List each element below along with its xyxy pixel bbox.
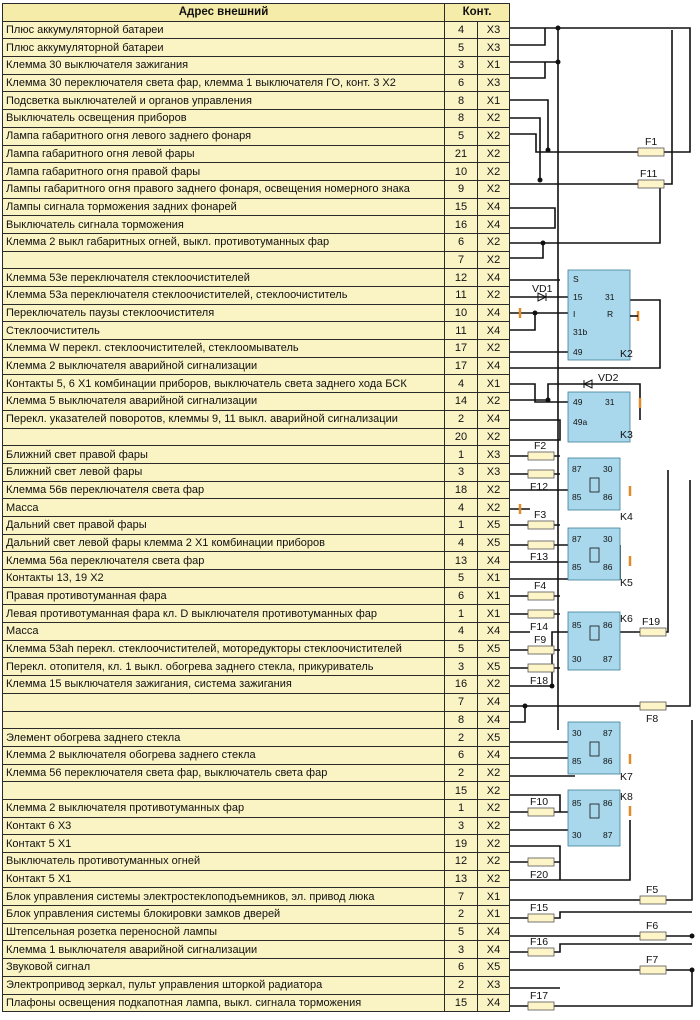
fuse-f16-label: F16: [530, 936, 549, 948]
cell-address: Дальний свет левой фары клемма 2 X1 комбинации приборов: [3, 534, 445, 552]
cell-address: Клемма 53е переключателя стеклоочистителей: [3, 269, 445, 287]
cell-con: X2: [478, 799, 510, 817]
cell-address: Клемма 1 выключателя аварийной сигнализации: [3, 941, 445, 959]
cell-num: 2: [445, 729, 478, 747]
cell-address: Элемент обогрева заднего стекла: [3, 729, 445, 747]
cell-num: 10: [445, 163, 478, 181]
cell-address: Плафоны освещения подкапотная лампа, выкл. сигнала торможения: [3, 994, 445, 1012]
cell-con: X2: [478, 835, 510, 853]
fuse-f14: [528, 610, 554, 618]
cell-address: Лампы сигнала торможения задних фонарей: [3, 198, 445, 216]
fuse-f9: [528, 646, 554, 654]
relay-k3: [568, 392, 640, 442]
fuse-f3-label: F3: [534, 509, 547, 521]
fuse-f10-label: F10: [530, 796, 549, 808]
svg-text:87: 87: [603, 728, 613, 738]
relay-k4: [568, 458, 633, 523]
cell-num: 15: [445, 782, 478, 800]
fuse-f20: [528, 858, 554, 866]
cell-con: X4: [478, 357, 510, 375]
cell-num: 5: [445, 923, 478, 941]
svg-text:31: 31: [605, 397, 615, 407]
cell-num: 10: [445, 304, 478, 322]
cell-num: 2: [445, 764, 478, 782]
cell-con: X4: [478, 410, 510, 428]
cell-num: 4: [445, 21, 478, 39]
cell-num: 6: [445, 74, 478, 92]
fuse-f7-label: F7: [646, 954, 659, 966]
cell-con: X2: [478, 853, 510, 871]
cell-address: Переключатель паузы стеклоочистителя: [3, 304, 445, 322]
cell-num: 6: [445, 959, 478, 977]
cell-num: 13: [445, 870, 478, 888]
cell-con: X5: [478, 959, 510, 977]
fuse-f6-label: F6: [646, 920, 659, 932]
relay-k6-label: K6: [620, 613, 633, 625]
cell-address: Контакты 5, 6 X1 комбинации приборов, выключатель света заднего хода БСК: [3, 375, 445, 393]
cell-con: X5: [478, 534, 510, 552]
cell-con: X3: [478, 976, 510, 994]
cell-num: 16: [445, 216, 478, 234]
cell-con: X2: [478, 233, 510, 251]
fuse-f9-label: F9: [534, 634, 547, 646]
cell-con: X4: [478, 322, 510, 340]
svg-text:87: 87: [603, 830, 613, 840]
svg-text:85: 85: [572, 620, 582, 630]
cell-address: Правая противотуманная фара: [3, 587, 445, 605]
svg-text:86: 86: [603, 756, 613, 766]
header-address: Адрес внешний: [3, 4, 445, 22]
svg-text:30: 30: [603, 534, 613, 544]
cell-address: Клемма 30 выключателя зажигания: [3, 57, 445, 75]
cell-num: 9: [445, 180, 478, 198]
cell-con: X1: [478, 605, 510, 623]
svg-text:86: 86: [603, 798, 613, 808]
fuse-f3: [528, 521, 554, 529]
svg-text:VD1: VD1: [532, 283, 553, 295]
cell-address: Лампа габаритного огня правой фары: [3, 163, 445, 181]
cell-num: 7: [445, 888, 478, 906]
cell-address: Клемма 56в переключателя света фар: [3, 481, 445, 499]
cell-con: X2: [478, 180, 510, 198]
cell-con: X2: [478, 287, 510, 305]
cell-con: X4: [478, 216, 510, 234]
cell-num: 3: [445, 57, 478, 75]
cell-con: X1: [478, 906, 510, 924]
cell-address: Выключатель противотуманных огней: [3, 853, 445, 871]
cell-address: Клемма 15 выключателя зажигания, система зажигания: [3, 676, 445, 694]
svg-text:31: 31: [605, 292, 615, 302]
cell-num: 12: [445, 853, 478, 871]
svg-text:85: 85: [572, 798, 582, 808]
fuse-f19: [640, 628, 666, 636]
relay-k8-label: K8: [620, 791, 633, 803]
cell-num: 2: [445, 976, 478, 994]
svg-text:30: 30: [603, 464, 613, 474]
cell-con: X2: [478, 817, 510, 835]
svg-text:31b: 31b: [573, 327, 588, 337]
fuse-f11-label: F11: [640, 168, 658, 180]
cell-con: X3: [478, 39, 510, 57]
cell-address: Клемма 53ah перекл. стеклоочистителей, моторедукторы стеклоочистителей: [3, 640, 445, 658]
cell-con: X5: [478, 729, 510, 747]
cell-con: X4: [478, 198, 510, 216]
fuse-f20-label: F20: [530, 869, 549, 881]
cell-con: X3: [478, 74, 510, 92]
cell-num: 15: [445, 994, 478, 1012]
cell-con: X1: [478, 587, 510, 605]
cell-address: Контакт 6 X3: [3, 817, 445, 835]
cell-num: 3: [445, 658, 478, 676]
cell-con: X3: [478, 446, 510, 464]
fuse-f6: [640, 932, 666, 940]
cell-address: Лампы габаритного огня правого заднего фонаря, освещения номерного знака: [3, 180, 445, 198]
cell-num: 17: [445, 340, 478, 358]
fuse-f4: [528, 592, 554, 600]
cell-address: Лампа габаритного огня левого заднего фонаря: [3, 127, 445, 145]
cell-con: X2: [478, 676, 510, 694]
cell-con: X4: [478, 693, 510, 711]
cell-num: 7: [445, 251, 478, 269]
cell-num: 5: [445, 39, 478, 57]
cell-con: X4: [478, 923, 510, 941]
cell-con: X3: [478, 463, 510, 481]
cell-address: Контакт 5 X1: [3, 870, 445, 888]
cell-con: X2: [478, 499, 510, 517]
fuse-f5: [640, 896, 666, 904]
svg-text:30: 30: [572, 728, 582, 738]
relay-k7-label: K7: [620, 771, 633, 783]
fuse-f12: [528, 470, 554, 478]
cell-con: X5: [478, 658, 510, 676]
svg-text:15: 15: [573, 292, 583, 302]
cell-num: 7: [445, 693, 478, 711]
cell-con: X2: [478, 393, 510, 411]
cell-num: 5: [445, 640, 478, 658]
cell-address: Ближний свет правой фары: [3, 446, 445, 464]
cell-address: Выключатель освещения приборов: [3, 110, 445, 128]
fuse-f1-label: F1: [645, 136, 658, 148]
cell-con: X5: [478, 516, 510, 534]
cell-address: Перекл. указателей поворотов, клеммы 9, 11 выкл. аварийной сигнализации: [3, 410, 445, 428]
svg-text:49: 49: [573, 347, 583, 357]
fuse-f2-label: F2: [534, 440, 547, 452]
cell-con: X2: [478, 782, 510, 800]
svg-text:87: 87: [572, 534, 582, 544]
cell-con: X2: [478, 110, 510, 128]
cell-num: 13: [445, 552, 478, 570]
cell-address: Ближний свет левой фары: [3, 463, 445, 481]
svg-text:I: I: [573, 309, 576, 319]
svg-text:R: R: [607, 309, 614, 319]
cell-con: X2: [478, 127, 510, 145]
cell-num: 6: [445, 587, 478, 605]
fuse-f11: [638, 180, 664, 188]
fuse-f18-label: F18: [530, 675, 549, 687]
cell-con: X2: [478, 481, 510, 499]
cell-num: 17: [445, 357, 478, 375]
svg-text:49: 49: [573, 397, 583, 407]
svg-text:30: 30: [572, 830, 582, 840]
cell-num: 8: [445, 110, 478, 128]
cell-num: 1: [445, 516, 478, 534]
fuse-f13: [528, 541, 554, 549]
fuse-f8-label: F8: [646, 713, 659, 725]
svg-text:30: 30: [572, 654, 582, 664]
relay-k8: [568, 790, 633, 846]
cell-num: 4: [445, 375, 478, 393]
svg-text:86: 86: [603, 620, 613, 630]
cell-address: Выключатель сигнала торможения: [3, 216, 445, 234]
cell-address: Клемма 53а переключателя стеклоочистителей, стеклоочиститель: [3, 287, 445, 305]
cell-address: Подсветка выключателей и органов управления: [3, 92, 445, 110]
cell-con: X2: [478, 764, 510, 782]
relay-k5-label: K5: [620, 577, 633, 589]
cell-address: Клемма 2 выключателя аварийной сигнализации: [3, 357, 445, 375]
cell-num: 6: [445, 233, 478, 251]
cell-num: 1: [445, 799, 478, 817]
cell-con: X3: [478, 21, 510, 39]
cell-con: X5: [478, 640, 510, 658]
svg-text:S: S: [573, 274, 579, 284]
svg-text:49a: 49a: [573, 417, 588, 427]
cell-con: X4: [478, 552, 510, 570]
cell-address: Стеклоочиститель: [3, 322, 445, 340]
cell-num: 3: [445, 817, 478, 835]
cell-address: Контакт 5 X1: [3, 835, 445, 853]
cell-con: X1: [478, 570, 510, 588]
cell-address: Блок управления системы электростеклоподъемников, эл. привод люка: [3, 888, 445, 906]
fuse-f2: [528, 452, 554, 460]
relay-k2-label: K2: [620, 348, 633, 360]
cell-address: Контакты 13, 19 X2: [3, 570, 445, 588]
fuse-f15: [528, 914, 554, 922]
relay-k6: [568, 612, 633, 670]
cell-address: Плюс аккумуляторной батареи: [3, 21, 445, 39]
fuse-f7: [640, 966, 666, 974]
fuse-f19-label: F19: [642, 616, 661, 628]
cell-address: Блок управления системы блокировки замков дверей: [3, 906, 445, 924]
svg-text:86: 86: [603, 562, 613, 572]
cell-con: X1: [478, 888, 510, 906]
cell-con: X2: [478, 870, 510, 888]
cell-num: 2: [445, 906, 478, 924]
cell-num: 4: [445, 623, 478, 641]
cell-num: 5: [445, 127, 478, 145]
fuse-f5-label: F5: [646, 884, 659, 896]
cell-num: 1: [445, 605, 478, 623]
fuse-f17: [528, 1002, 554, 1010]
cell-con: X1: [478, 92, 510, 110]
fuse-f4-label: F4: [534, 580, 547, 592]
cell-num: 1: [445, 446, 478, 464]
fuse-f8: [640, 702, 666, 710]
relay-k2: [568, 270, 638, 360]
cell-num: 18: [445, 481, 478, 499]
cell-con: X2: [478, 163, 510, 181]
cell-num: 11: [445, 322, 478, 340]
cell-num: 8: [445, 92, 478, 110]
svg-text:87: 87: [572, 464, 582, 474]
cell-address: Масса: [3, 499, 445, 517]
cell-con: X4: [478, 711, 510, 729]
fuse-f17-label: F17: [530, 990, 549, 1002]
cell-address: Клемма 30 переключателя света фар, клемма 1 выключателя ГО, конт. 3 X2: [3, 74, 445, 92]
cell-num: 3: [445, 463, 478, 481]
fuse-f16: [528, 948, 554, 956]
relay-k3-label: K3: [620, 429, 633, 441]
svg-text:86: 86: [603, 492, 613, 502]
cell-address: Перекл. отопителя, кл. 1 выкл. обогрева заднего стекла, прикуриватель: [3, 658, 445, 676]
cell-num: 4: [445, 534, 478, 552]
relay-k7: [568, 722, 633, 783]
fuse-f15-label: F15: [530, 902, 549, 914]
cell-address: Клемма 2 выключателя противотуманных фар: [3, 799, 445, 817]
cell-num: 8: [445, 711, 478, 729]
cell-con: X4: [478, 304, 510, 322]
cell-address: Клемма 56 переключателя света фар, выключатель света фар: [3, 764, 445, 782]
cell-address: Клемма 56а переключателя света фар: [3, 552, 445, 570]
fuse-f10: [528, 808, 554, 816]
relay-k5: [568, 528, 633, 589]
cell-address: Плюс аккумуляторной батареи: [3, 39, 445, 57]
cell-address: Левая противотуманная фара кл. D выключателя противотуманных фар: [3, 605, 445, 623]
cell-con: X4: [478, 746, 510, 764]
relay-k4-label: K4: [620, 511, 633, 523]
cell-num: 11: [445, 287, 478, 305]
cell-con: X2: [478, 340, 510, 358]
cell-address: Дальний свет правой фары: [3, 516, 445, 534]
cell-num: 21: [445, 145, 478, 163]
cell-num: 3: [445, 941, 478, 959]
cell-num: 20: [445, 428, 478, 446]
cell-address: Клемма 2 выключателя обогрева заднего стекла: [3, 746, 445, 764]
cell-address: Лампа габаритного огня левой фары: [3, 145, 445, 163]
cell-address: Штепсельная розетка переносной лампы: [3, 923, 445, 941]
fuse-f14-label: F14: [530, 621, 549, 633]
cell-address: Масса: [3, 623, 445, 641]
cell-num: 16: [445, 676, 478, 694]
cell-con: X2: [478, 145, 510, 163]
cell-address: Электропривод зеркал, пульт управления шторкой радиатора: [3, 976, 445, 994]
cell-num: 2: [445, 410, 478, 428]
cell-con: X2: [478, 251, 510, 269]
cell-num: 19: [445, 835, 478, 853]
cell-num: 12: [445, 269, 478, 287]
cell-con: X2: [478, 428, 510, 446]
cell-num: 14: [445, 393, 478, 411]
svg-text:85: 85: [572, 562, 582, 572]
cell-num: 5: [445, 570, 478, 588]
cell-address: Звуковой сигнал: [3, 959, 445, 977]
fuse-f1: [638, 148, 664, 156]
cell-num: 6: [445, 746, 478, 764]
svg-text:VD2: VD2: [598, 372, 619, 384]
cell-address: Клемма 2 выкл габаритных огней, выкл. противотуманных фар: [3, 233, 445, 251]
cell-con: X4: [478, 623, 510, 641]
cell-con: X4: [478, 941, 510, 959]
cell-con: X4: [478, 994, 510, 1012]
header-cont: Конт.: [445, 4, 510, 22]
fuse-f18: [528, 664, 554, 672]
fuse-f13-label: F13: [530, 551, 549, 563]
svg-text:87: 87: [603, 654, 613, 664]
cell-con: X1: [478, 57, 510, 75]
cell-num: 4: [445, 499, 478, 517]
cell-address: Клемма 5 выключателя аварийной сигнализации: [3, 393, 445, 411]
fuse-f12-label: F12: [530, 481, 549, 493]
cell-address: Клемма W перекл. стеклоочистителей, стеклоомыватель: [3, 340, 445, 358]
cell-con: X1: [478, 375, 510, 393]
cell-con: X4: [478, 269, 510, 287]
cell-num: 15: [445, 198, 478, 216]
svg-text:85: 85: [572, 492, 582, 502]
svg-text:85: 85: [572, 756, 582, 766]
